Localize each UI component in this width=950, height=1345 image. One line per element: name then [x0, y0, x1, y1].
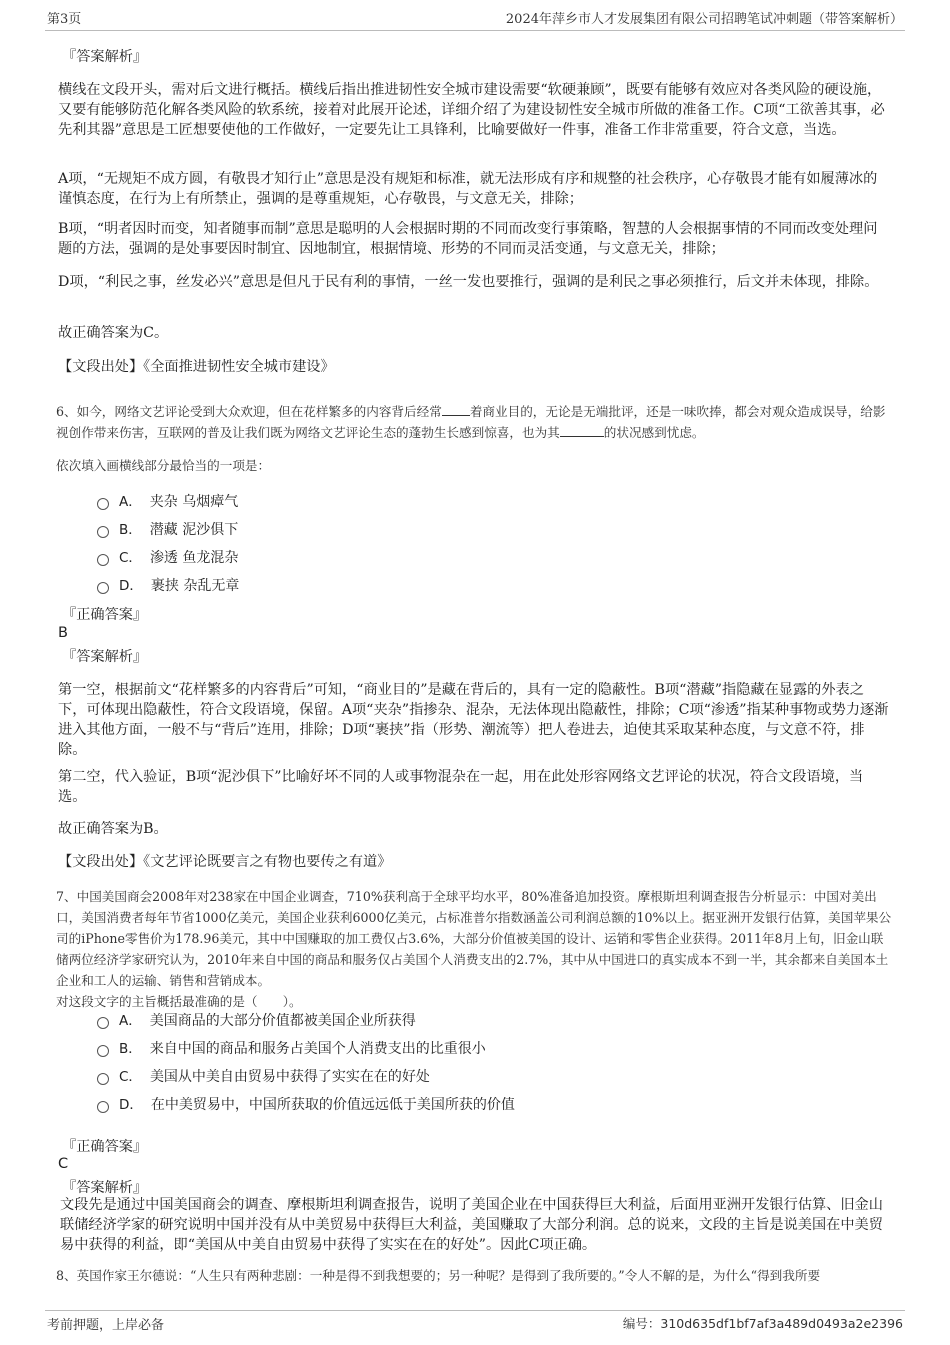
radio-button[interactable] — [97, 498, 109, 510]
question-8-text: 8、英国作家王尔德说：“人生只有两种悲剧：一种是得不到我想要的；另一种呢？是得到了我所要的。”令人不解的是，为什么“得到我所要 — [56, 1268, 821, 1283]
option-a[interactable]: A． 夹杂 乌烟瘴气 — [97, 492, 238, 512]
question-6-text: 6、如今，网络文艺评论受到大众欢迎，但在花样繁多的内容背后经常 着商业目的，无论是无端批评，还是一味吹捧，都会对观众造成误导，给影视创作带来伤害，互联网的普及让我们既为网络文艺评论生态的蓬勃生长感到惊喜，也为其 的状况感到忧虑。 — [56, 404, 886, 440]
analysis-paragraph: 第二空，代入验证，B项“泥沙俱下”比喻好坏不同的人或事物混杂在一起，用在此处形容网络文艺评论的状况，符合文段语境，当选。 — [58, 769, 864, 805]
question-6-prompt: 依次填入画横线部分最恰当的一项是： — [56, 458, 271, 473]
analysis-paragraph: D项，“利民之事，丝发必兴”意思是但凡于民有利的事情，一丝一发也要推行，强调的是利民之事必须推行，后文并未体现，排除。 — [58, 274, 879, 290]
option-a[interactable]: A． 美国商品的大部分价值都被美国企业所获得 — [97, 1011, 416, 1031]
radio-button[interactable] — [97, 526, 109, 538]
option-d[interactable]: D． 裹挟 杂乱无章 — [97, 576, 239, 596]
option-c[interactable]: C． 美国从中美自由贸易中获得了实实在在的好处 — [97, 1067, 430, 1087]
analysis-paragraph: 文段先是通过中国美国商会的调查、摩根斯坦利调查报告，说明了美国企业在中国获得巨大利益，后面用亚洲开发银行估算、旧金山联储经济学家的研究说明中国并没有从中美贸易中获得巨大利益，美国赚取了大部分利润。总的说来，文段的主旨是说美国在中美贸易中获得的利益，即“美国从中美自由贸易中获得了实实在在的好处”。因此C项正确。 — [60, 1197, 883, 1253]
option-b[interactable]: B． 潜藏 泥沙俱下 — [97, 520, 238, 540]
correct-answer: B — [58, 625, 68, 641]
page-number: 第3页 — [47, 12, 82, 27]
radio-button[interactable] — [97, 554, 109, 566]
source-citation: 【文段出处】《全面推进韧性安全城市建设》 — [58, 359, 335, 375]
radio-button[interactable] — [97, 1101, 109, 1113]
question-7-text: 7、中国美国商会2008年对238家在中国企业调查，710%获利高于全球平均水平，80%准备追加投资。摩根斯坦利调查报告分析显示：中国对美出口，美国消费者每年节省1000亿美元，美国企业获利6000亿美元，占标准普尔指数涵盖公司利润总额的10%以上。据亚洲开发银行估算，美国苹果公司的iPhone零售价为178.96美元，其中中国赚取的加工费仅占3.6%，大部分价值被美国的设计、运销和零售企业获得。2011年8月上旬，旧金山联储两位经济学家研究认为，2010年来自中国的商品和服务仅占美国个人消费支出的2.7%，其中从中国进口的真实成本不到一半，其余都来自美国本土企业和工人的运输、销售和营销成本。 — [56, 889, 892, 988]
conclusion: 故正确答案为B。 — [58, 821, 168, 837]
analysis-tag: 『答案解析』 — [62, 49, 148, 65]
question-7-prompt: 对这段文字的主旨概括最准确的是（ ）。 — [56, 994, 302, 1009]
correct-answer: C — [58, 1156, 69, 1172]
analysis-paragraph: 横线在文段开头，需对后文进行概括。横线后指出推进韧性安全城市建设需要“软硬兼顾”，既要有能够有效应对各类风险的硬设施，又要有能够防范化解各类风险的软系统，接着对此展开论述，详细介绍了为建设韧性安全城市所做的准备工作。C项“工欲善其事，必先利其器”意思是工匠想要使他的工作做好，一定要先让工具锋利，比喻要做好一件事，准备工作非常重要，符合文意，当选。 — [58, 82, 885, 138]
source-citation: 【文段出处】《文艺评论既要言之有物也要传之有道》 — [58, 854, 392, 870]
correct-answer-tag: 『正确答案』 — [62, 1139, 148, 1155]
footer-slogan: 考前押题，上岸必备 — [47, 1318, 165, 1333]
fill-blank — [442, 403, 470, 416]
analysis-tag: 『答案解析』 — [62, 649, 148, 665]
radio-button[interactable] — [97, 582, 109, 594]
document-code: 编号：310d635df1bf7af3a489d0493a2e2396 — [622, 1316, 903, 1331]
header-divider — [45, 30, 905, 31]
option-d[interactable]: D． 在中美贸易中，中国所获取的价值远远低于美国所获的价值 — [97, 1095, 515, 1115]
radio-button[interactable] — [97, 1045, 109, 1057]
conclusion: 故正确答案为C。 — [58, 325, 169, 341]
analysis-paragraph: 第一空，根据前文“花样繁多的内容背后”可知，“商业目的”是藏在背后的，具有一定的隐蔽性。B项“潜藏”指隐藏在显露的外表之下，可体现出隐蔽性，符合文段语境，保留。A项“夹杂”指掺杂、混杂，无法体现出隐蔽性，排除；C项“渗透”指某种事物或势力逐渐进入其他方面，一般不与“背后”连用，排除；D项“裹挟”指（形势、潮流等）把人卷进去，迫使其采取某种态度，与文意不符，排除。 — [58, 682, 889, 758]
document-title: 2024年萍乡市人才发展集团有限公司招聘笔试冲刺题（带答案解析） — [505, 12, 903, 27]
fill-blank — [560, 424, 604, 437]
option-b[interactable]: B． 来自中国的商品和服务占美国个人消费支出的比重很小 — [97, 1039, 486, 1059]
analysis-paragraph: A项，“无规矩不成方圆，有敬畏才知行止”意思是没有规矩和标准，就无法形成有序和规整的社会秩序，心存敬畏才能有如履薄冰的谨慎态度，在行为上有所禁止，强调的是尊重规矩，心存敬畏，与文意无关，排除； — [58, 171, 878, 207]
analysis-tag: 『答案解析』 — [62, 1180, 148, 1196]
footer-divider — [45, 1310, 905, 1311]
radio-button[interactable] — [97, 1017, 109, 1029]
correct-answer-tag: 『正确答案』 — [62, 607, 148, 623]
radio-button[interactable] — [97, 1073, 109, 1085]
analysis-paragraph: B项，“明者因时而变，知者随事而制”意思是聪明的人会根据时期的不同而改变行事策略，智慧的人会根据事情的不同而改变处理问题的方法，强调的是处事要因时制宜、因地制宜，根据情境、形势的不同而灵活变通，与文意无关，排除； — [58, 221, 878, 257]
option-c[interactable]: C． 渗透 鱼龙混杂 — [97, 548, 238, 568]
